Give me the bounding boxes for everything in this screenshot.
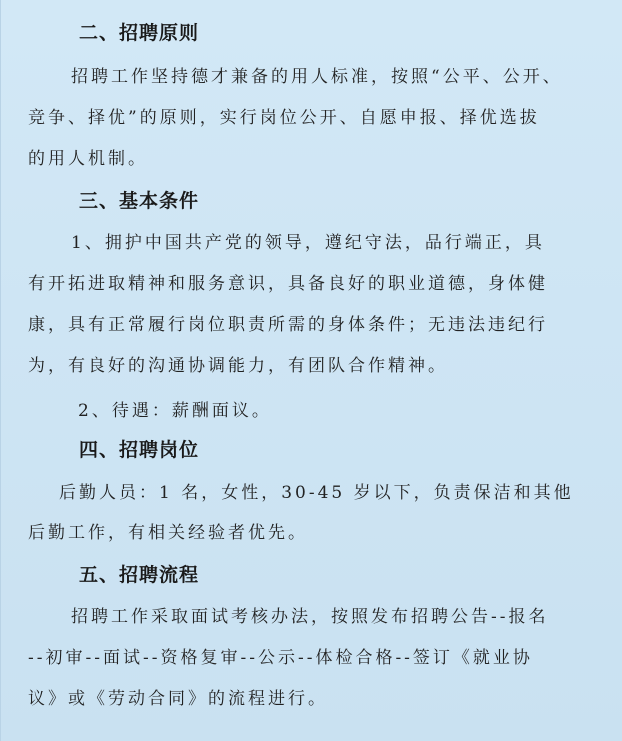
paragraph-line: 议》或《劳动合同》的流程进行。 (28, 689, 328, 709)
paragraph-line: 有开拓进取精神和服务意识，具备良好的职业道德，身体健 (28, 274, 548, 294)
paragraph-line: 为，有良好的沟通协调能力，有团队合作精神。 (28, 356, 448, 376)
paragraph-line: 1、拥护中国共产党的领导，遵纪守法，品行端正，具 (71, 233, 545, 253)
paragraph-line: --初审--面试--资格复审--公示--体检合格--签订《就业协 (28, 648, 533, 668)
paragraph-line: 后勤工作，有相关经验者优先。 (28, 523, 308, 543)
section-heading-process: 五、招聘流程 (79, 564, 200, 586)
paragraph-line: 康，具有正常履行岗位职责所需的身体条件；无违法违纪行 (28, 315, 548, 335)
section-heading-positions: 四、招聘岗位 (79, 439, 200, 461)
paragraph-line: 2、待遇：薪酬面议。 (78, 401, 272, 421)
section-heading-requirements: 三、基本条件 (79, 190, 200, 212)
paragraph-line: 招聘工作坚持德才兼备的用人标准，按照“公平、公开、 (71, 67, 563, 87)
paragraph-line: 的用人机制。 (28, 149, 148, 169)
paragraph-line: 招聘工作采取面试考核办法，按照发布招聘公告--报名 (71, 607, 549, 627)
section-heading-principles: 二、招聘原则 (79, 22, 200, 44)
paragraph-line: 后勤人员：1 名，女性，30-45 岁以下，负责保洁和其他 (59, 483, 574, 503)
paragraph-line: 竞争、择优”的原则，实行岗位公开、自愿申报、择优选拔 (28, 108, 540, 128)
